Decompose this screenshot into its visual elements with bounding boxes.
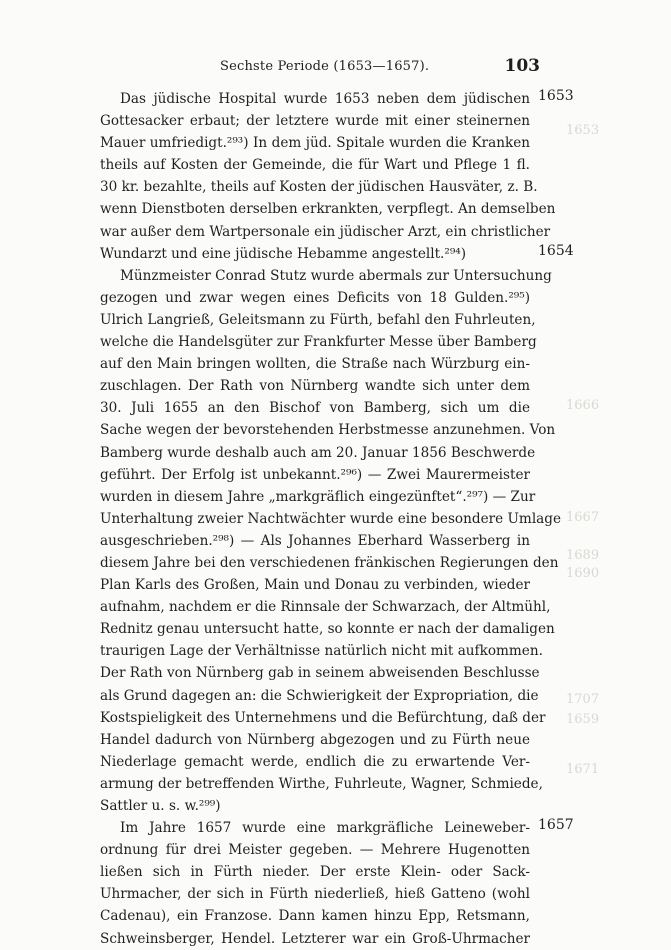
text-line: Gottesacker erbaut; der letztere wurde mit einer steinernen xyxy=(100,113,530,130)
bleed-through-year: 1671 xyxy=(566,762,600,777)
text-line: ausgeschrieben.²⁹⁸) — Als Johannes Eberhard Wasserberg in xyxy=(100,532,530,549)
text-line: Mauer umfriedigt.²⁹³) In dem jüd. Spitale wurden die Kranken xyxy=(100,135,530,152)
text-line: Ulrich Langrieß, Geleitsmann zu Fürth, befahl den Fuhrleuten, xyxy=(100,311,536,328)
text-line: war außer dem Wartpersonale ein jüdischer Arzt, ein christlicher xyxy=(100,223,551,240)
text-line: Cadenau), ein Franzose. Dann kamen hinzu Epp, Retsmann, xyxy=(100,908,530,925)
text-line: als Grund dagegen an: die Schwierigkeit der Expropriation, die xyxy=(100,687,539,704)
bleed-through-year: 1666 xyxy=(566,398,600,413)
text-line: Münzmeister Conrad Stutz wurde abermals zur Untersuchung xyxy=(120,267,552,284)
text-line: aufnahm, nachdem er die Rinnsale der Schwarzach, der Altmühl, xyxy=(100,599,551,616)
page-number: 103 xyxy=(504,56,540,76)
text-line: wenn Dienstboten derselben erkrankten, verpflegt. An demselben xyxy=(100,201,556,218)
running-head: Sechste Periode (1653—1657). xyxy=(220,59,430,74)
text-line: ordnung für drei Meister gegeben. — Mehrere Hugenotten xyxy=(100,842,530,859)
text-line: Unterhaltung zweier Nachtwächter wurde eine besondere Umlage xyxy=(100,510,562,527)
bleed-through-year: 1690 xyxy=(566,566,600,581)
text-line: Sache wegen der bevorstehenden Herbstmesse anzunehmen. Von xyxy=(100,422,556,439)
text-line: Im Jahre 1657 wurde eine markgräfliche Leineweber- xyxy=(120,820,530,837)
page-header xyxy=(100,56,540,80)
text-line: Niederlage gemacht werde, endlich die zu erwartende Ver- xyxy=(100,753,530,770)
text-line: Das jüdische Hospital wurde 1653 neben dem jüdischen xyxy=(120,91,530,107)
text-line: Bamberg wurde deshalb auch am 20. Januar 1856 Beschwerde xyxy=(100,444,536,461)
text-line: Rednitz genau untersucht hatte, so konnte er nach der damaligen xyxy=(100,621,555,638)
text-line: ließen sich in Fürth nieder. Der erste Klein- oder Sack- xyxy=(100,864,530,881)
text-line: Plan Karls des Großen, Main und Donau zu verbinden, wieder xyxy=(100,577,530,594)
bleed-through-year: 1659 xyxy=(566,712,600,727)
text-line: theils auf Kosten der Gemeinde, die für Wart und Pflege 1 fl. xyxy=(100,157,530,174)
text-line: auf den Main bringen wollten, die Straße nach Würzburg ein- xyxy=(100,356,530,373)
text-line: zuschlagen. Der Rath von Nürnberg wandte sich unter dem xyxy=(100,378,530,395)
text-line: Uhrmacher, der sich in Fürth niederließ, hieß Gatteno (wohl xyxy=(100,886,530,903)
text-line: Wundarzt und eine jüdische Hebamme angestellt.²⁹⁴) xyxy=(100,245,467,262)
bleed-through-year: 1667 xyxy=(566,510,600,525)
margin-year-1653: 1653 xyxy=(538,88,574,104)
text-line: 30. Juli 1655 an den Bischof von Bamberg, sich um die xyxy=(100,400,530,417)
text-line: wurden in diesem Jahre „markgräflich eingezünftet“.²⁹⁷) — Zur xyxy=(100,488,536,505)
bleed-through-year: 1653 xyxy=(566,123,600,138)
text-line: armung der betreffenden Wirthe, Fuhrleute, Wagner, Schmiede, xyxy=(100,775,543,792)
text-line: traurigen Lage der Verhältnisse natürlich nicht mit aufkommen. xyxy=(100,643,543,660)
text-line: welche die Handelsgüter zur Frankfurter Messe über Bamberg xyxy=(100,334,537,351)
margin-year-1654: 1654 xyxy=(538,243,574,259)
text-line: Kostspieligkeit des Unternehmens und die Befürchtung, daß der xyxy=(100,709,546,726)
text-line: 30 kr. bezahlte, theils auf Kosten der jüdischen Hausväter, z. B. xyxy=(100,179,538,196)
text-line: geführt. Der Erfolg ist unbekannt.²⁹⁶) — Zwei Maurermeister xyxy=(100,466,530,483)
text-line: Handel dadurch von Nürnberg abgezogen und zu Fürth neue xyxy=(100,731,530,748)
text-line: Schweinsberger, Hendel. Letzterer war ein Groß-Uhrmacher xyxy=(100,930,530,947)
bleed-through-year: 1689 xyxy=(566,548,600,563)
bleed-through-year: 1707 xyxy=(566,692,600,707)
text-line: diesem Jahre bei den verschiedenen fränkischen Regierungen den xyxy=(100,554,559,571)
text-line: Der Rath von Nürnberg gab in seinem abweisenden Beschlusse xyxy=(100,665,540,682)
text-line: Sattler u. s. w.²⁹⁹) xyxy=(100,798,221,814)
margin-year-1657: 1657 xyxy=(538,817,574,833)
text-line: gezogen und zwar wegen eines Deficits von 18 Gulden.²⁹⁵) xyxy=(100,289,530,306)
